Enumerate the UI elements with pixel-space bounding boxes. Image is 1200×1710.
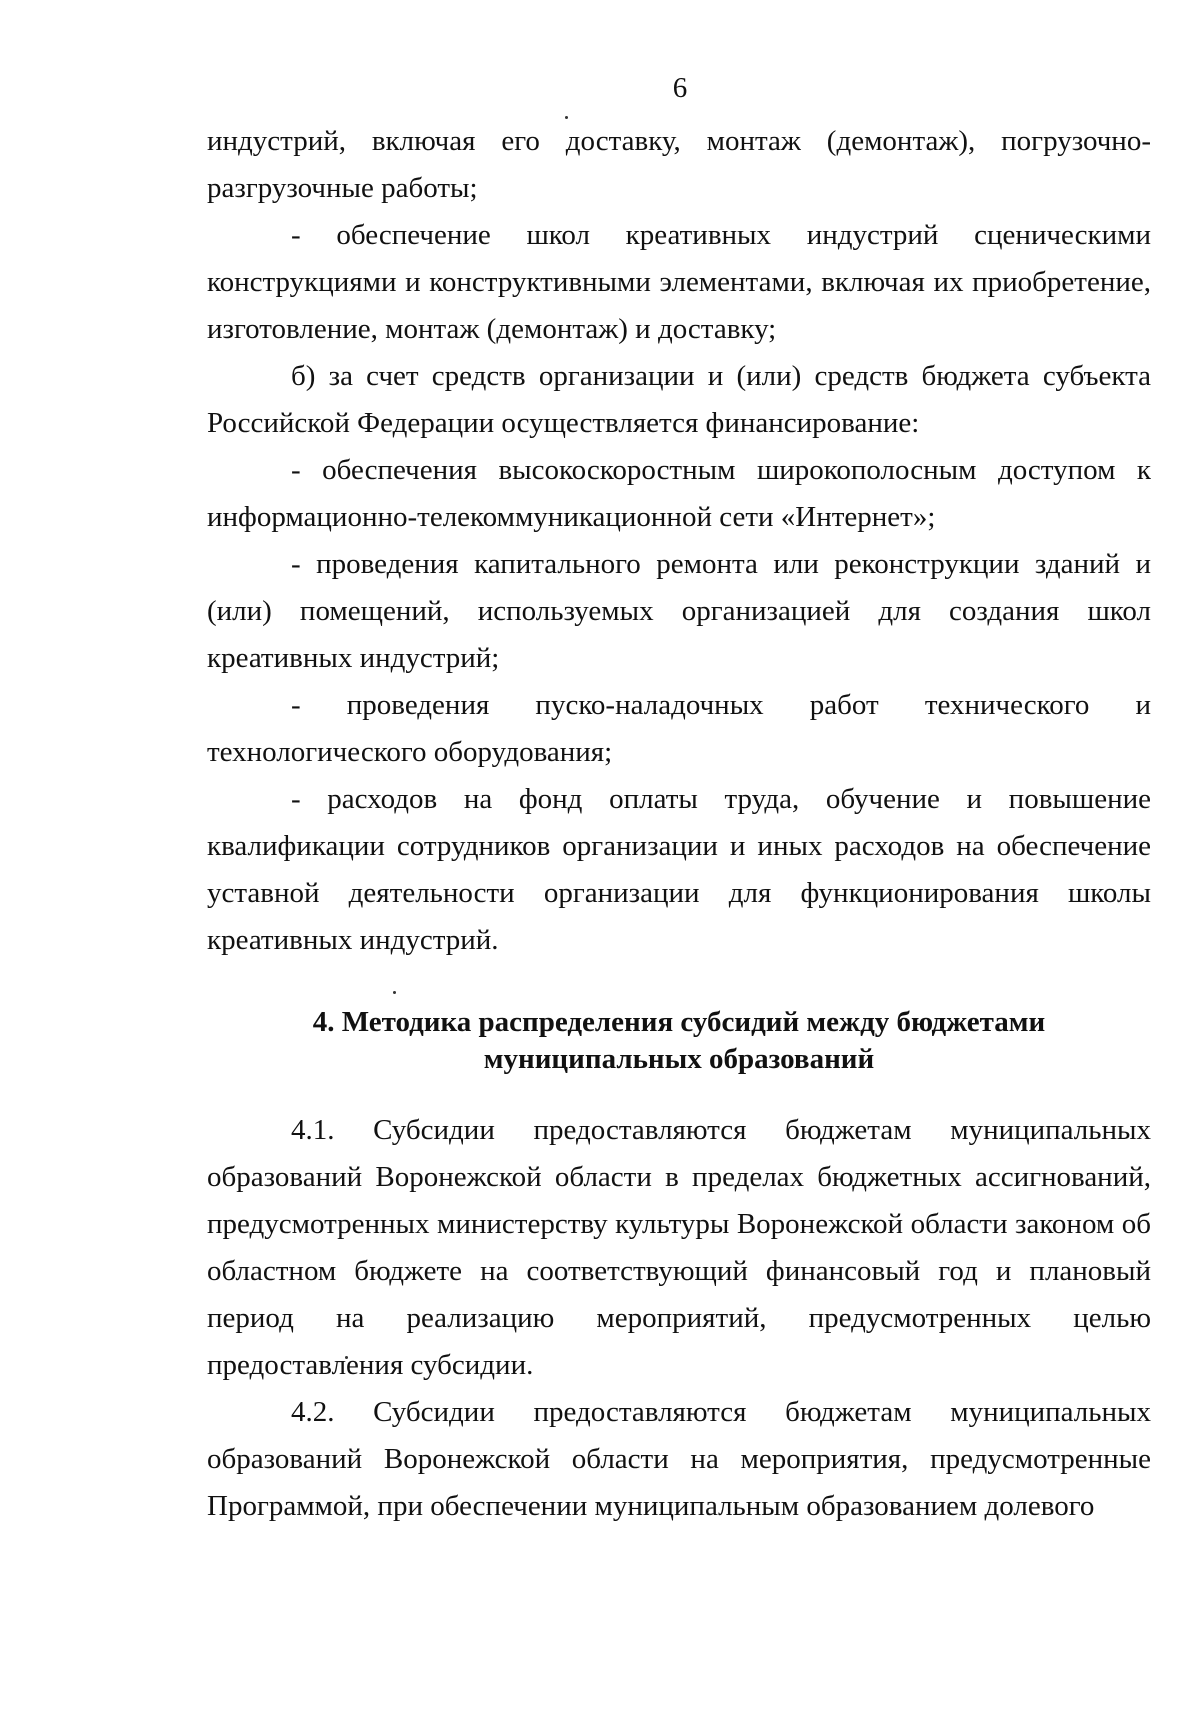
page-number: 6: [672, 72, 688, 104]
document-body: [207, 118, 1151, 1530]
section-heading-line-2: муниципальных образований: [483, 1043, 875, 1075]
paragraph: - расходов на фонд оплаты труда, обучение и повышение квалификации сотрудников организации и иных расходов на обеспечение уставной деятельности организации для функционирования школы креативных индустрий.: [207, 783, 1151, 956]
spacer: [207, 1078, 1151, 1107]
section-heading-line-1: 4. Методика распределения субсидий между бюджетами: [312, 1006, 1046, 1038]
paragraph: - обеспечение школ креативных индустрий сценическими конструкциями и конструктивными элементами, включая их приобретение, изготовление, монтаж (демонтаж) и доставку;: [207, 219, 1151, 345]
paragraph: 4.1. Субсидии предоставляются бюджетам муниципальных образований Воронежской области в пределах бюджетных ассигнований, предусмотренных министерству культуры Воронежской области законом об областном бюджете на соответствующий финансовый год и плановый период на реализацию мероприятий, предусмотренных целью предоставления субсидии.: [207, 1114, 1151, 1381]
paragraph: 4.2. Субсидии предоставляются бюджетам муниципальных образований Воронежской области на мероприятия, предусмотренные Программой, при обеспечении муниципальным образованием долевого: [207, 1396, 1151, 1522]
paragraph: - проведения капитального ремонта или реконструкции зданий и (или) помещений, используемых организацией для создания школ креативных индустрий;: [207, 548, 1151, 674]
paragraph: - проведения пуско-наладочных работ технического и технологического оборудования;: [207, 689, 1151, 768]
paragraph: - обеспечения высокоскоростным широкополосным доступом к информационно-телекоммуникационной сети «Интернет»;: [207, 454, 1151, 533]
spacer: [207, 964, 1151, 1004]
paragraph: индустрий, включая его доставку, монтаж (демонтаж), погрузочно-разгрузочные работы;: [207, 125, 1151, 204]
paragraph: б) за счет средств организации и (или) средств бюджета субъекта Российской Федерации осуществляется финансирование:: [207, 360, 1151, 439]
